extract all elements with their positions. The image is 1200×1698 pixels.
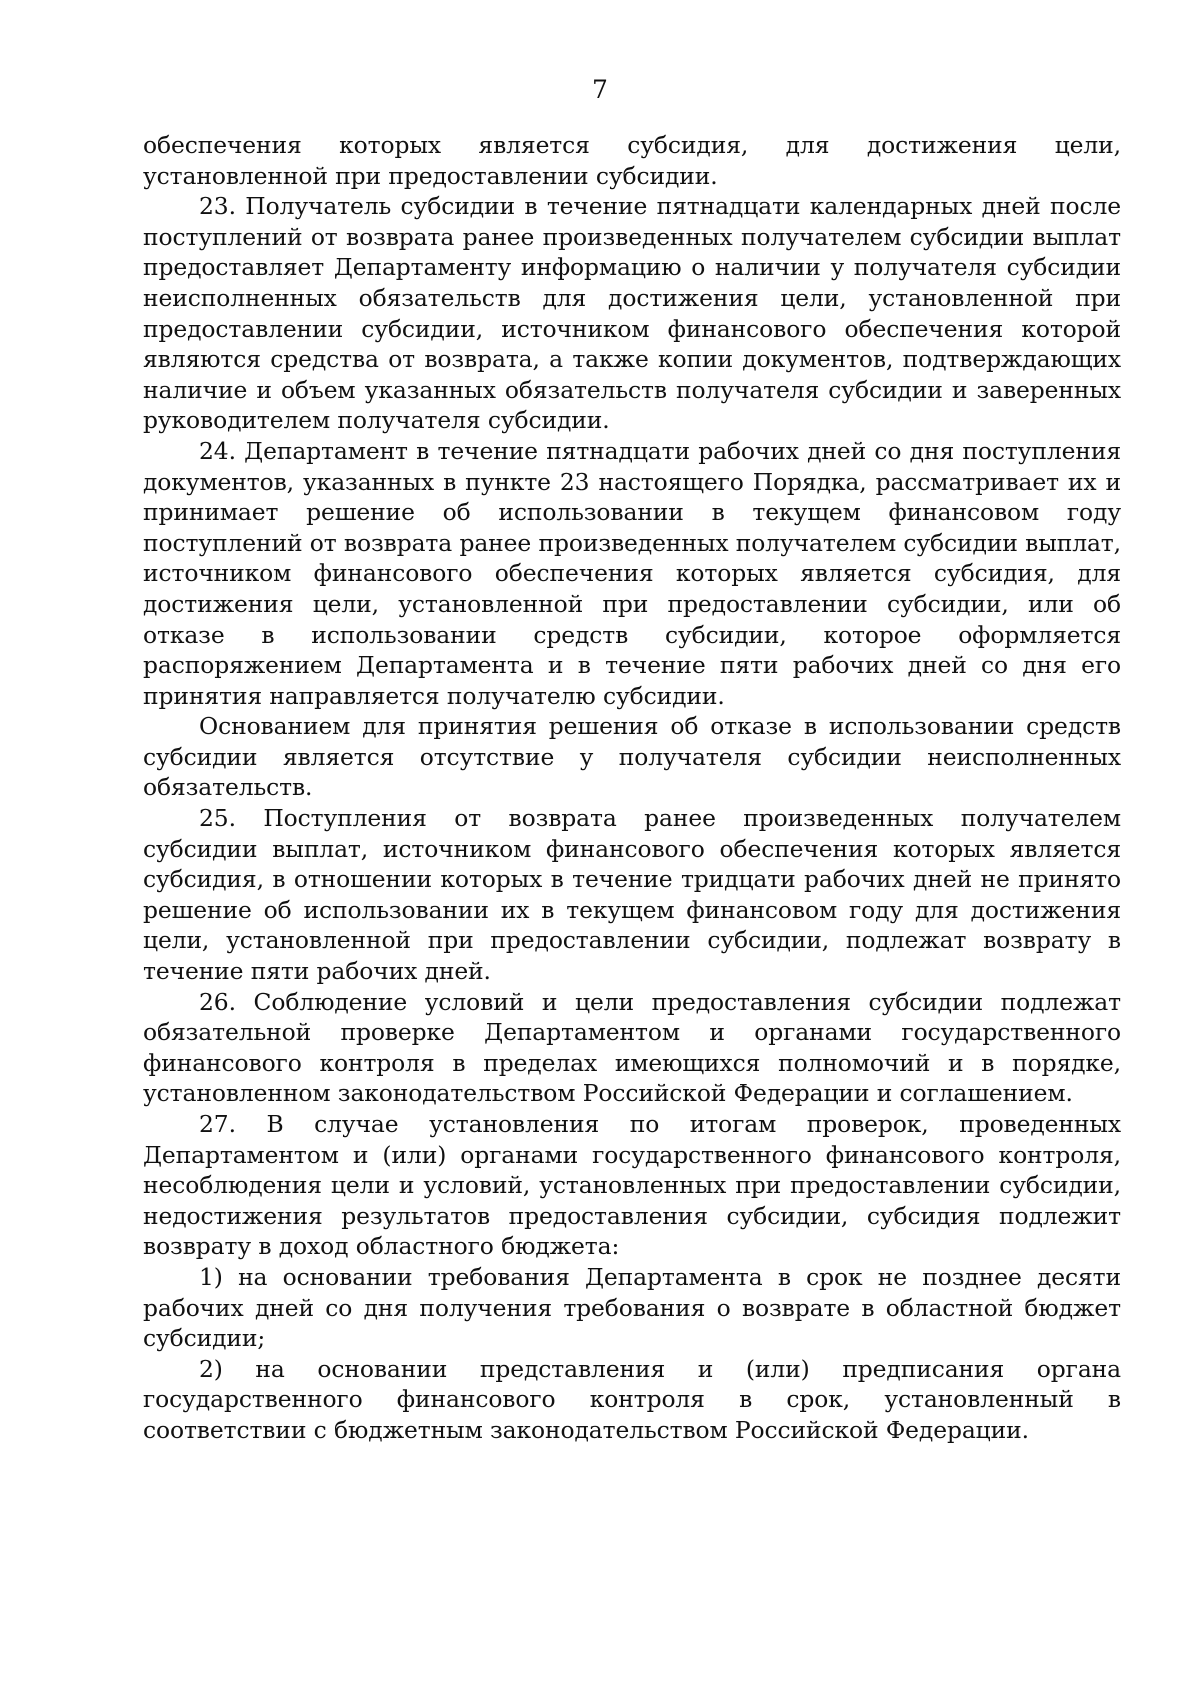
paragraph-subitem-1: 1) на основании требования Департамента в срок не позднее десяти рабочих дней со дня получения требования о возврате в областной бюджет субсидии; — [143, 1262, 1121, 1353]
paragraph-subitem-2: 2) на основании представления и (или) предписания органа государственного финансового контроля в срок, установленный в соответствии с бюджетным законодательством Российской Федерации. — [143, 1354, 1121, 1444]
paragraph-item-24: 24. Департамент в течение пятнадцати рабочих дней со дня поступления документов, указанных в пункте 23 настоящего Порядка, рассматривает их и принимает решение об использовании в текущем финансовом году поступлений от возврата ранее произведенных получателем субсидии выплат, источником финансового обеспечения которых является субсидия, для достижения цели, установленной при предоставлении субсидии, или об отказе в использовании средств субсидии, которое оформляется распоряжением Департамента и в течение пяти рабочих дней со дня его принятия направляется получателю субсидии. — [143, 436, 1121, 710]
paragraph-continuation: обеспечения которых является субсидия, для достижения цели, установленной при предоставлении субсидии. — [143, 131, 1121, 190]
paragraph-item-25: 25. Поступления от возврата ранее произведенных получателем субсидии выплат, источником финансового обеспечения которых является субсидия, в отношении которых в течение тридцати рабочих дней не принято решение об использовании их в текущем финансовом году для достижения цели, установленной при предоставлении субсидии, подлежат возврату в течение пяти рабочих дней. — [143, 804, 1121, 986]
document-body — [143, 130, 1121, 1446]
paragraph-item-26: 26. Соблюдение условий и цели предоставления субсидии подлежат обязательной проверке Департаментом и органами государственного финансового контроля в пределах имеющихся полномочий и в порядке, установленном законодательством Российской Федерации и соглашением. — [143, 987, 1121, 1108]
page-number: 7 — [592, 75, 608, 104]
paragraph-item-23: 23. Получатель субсидии в течение пятнадцати календарных дней после поступлений от возврата ранее произведенных получателем субсидии выплат предоставляет Департаменту информацию о наличии у получателя субсидии неисполненных обязательств для достижения цели, установленной при предоставлении субсидии, источником финансового обеспечения которой являются средства от возврата, а также копии документов, подтверждающих наличие и объем указанных обязательств получателя субсидии и заверенных руководителем получателя субсидии. — [143, 192, 1121, 435]
paragraph-refusal-grounds: Основанием для принятия решения об отказе в использовании средств субсидии является отсутствие у получателя субсидии неисполненных обязательств. — [143, 712, 1121, 802]
paragraph-item-27: 27. В случае установления по итогам проверок, проведенных Департаментом и (или) органами государственного финансового контроля, несоблюдения цели и условий, установленных при предоставлении субсидии, недостижения результатов предоставления субсидии, субсидия подлежит возврату в доход областного бюджета: — [143, 1110, 1121, 1261]
